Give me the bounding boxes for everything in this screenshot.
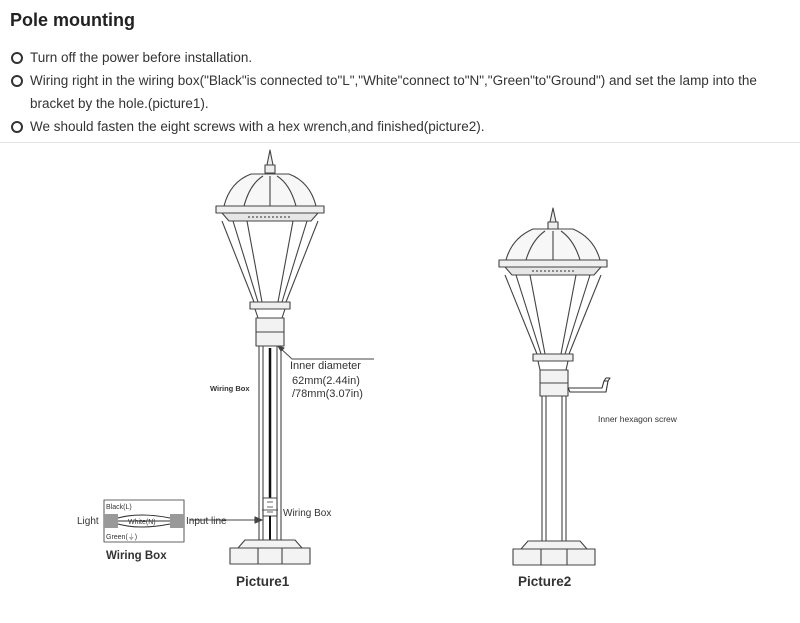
lamp-picture2: [499, 208, 610, 565]
step-text: We should fasten the eight screws with a hex wrench,and finished(picture2).: [30, 119, 485, 134]
inner-diameter-label: Inner diameter: [290, 360, 361, 372]
step-text: Turn off the power before installation.: [30, 50, 253, 65]
picture2-caption: Picture2: [518, 574, 572, 589]
wiring-box-label-pole: Wiring Box: [210, 384, 250, 393]
wire-black-label: Black(L): [106, 504, 132, 511]
input-line-label: Input line: [186, 516, 227, 527]
wire-white-label: White(N): [128, 519, 156, 526]
wire-green-label: Green(⏚): [106, 534, 138, 541]
hex-screw-label: Inner hexagon screw: [598, 414, 677, 424]
lamp-picture1: [190, 150, 374, 564]
step-text: Wiring right in the wiring box("Black"is connected to"L","White"connect to"N","Green"to"Ground") and set the lamp into the bracket by the hole.(picture1).: [30, 73, 757, 111]
diameter-value-1: 62mm(2.44in): [292, 375, 360, 387]
diameter-value-2: /78mm(3.07in): [292, 388, 363, 400]
picture1-caption: Picture1: [236, 574, 290, 589]
wiring-box-label-right: Wiring Box: [283, 508, 332, 519]
wiring-box-caption: Wiring Box: [106, 550, 167, 562]
light-label: Light: [77, 516, 99, 527]
page-title: Pole mounting: [10, 10, 135, 30]
